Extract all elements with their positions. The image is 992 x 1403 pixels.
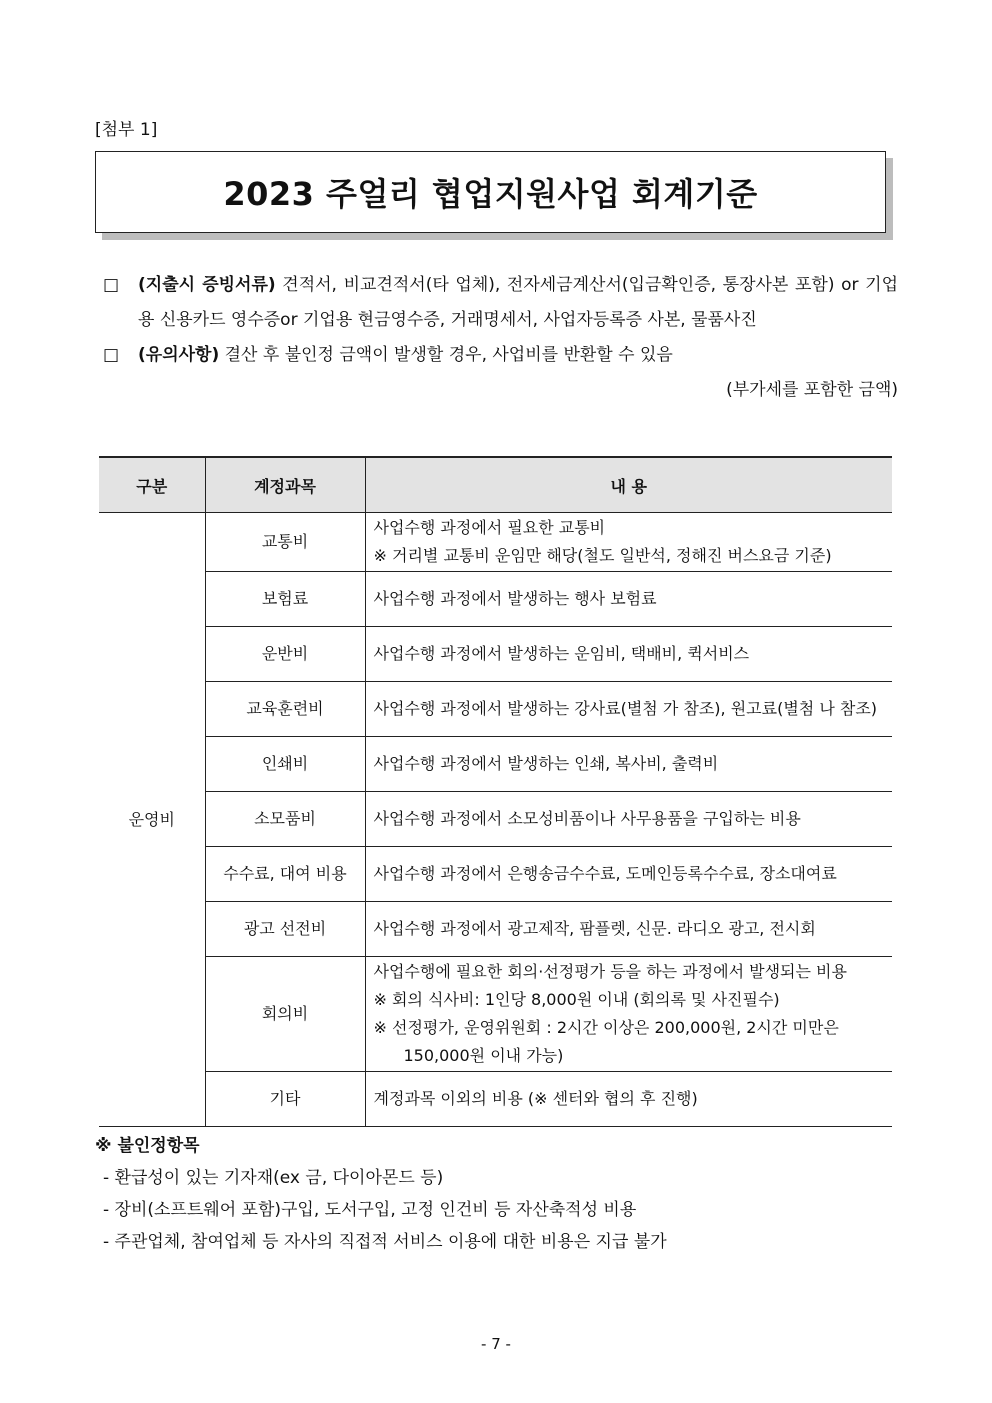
account-cell: 수수료, 대여 비용 xyxy=(205,847,365,902)
account-cell: 교육훈련비 xyxy=(205,682,365,737)
table-row xyxy=(99,627,892,682)
content-cell xyxy=(365,572,892,627)
content-cell xyxy=(365,682,892,737)
page-number: - 7 - xyxy=(481,1335,511,1353)
exclusions-section xyxy=(95,1130,667,1258)
list-item: - 주관업체, 참여업체 등 자사의 직접적 서비스 이용에 대한 비용은 지급 불가 xyxy=(103,1232,667,1252)
account-cell: 소모품비 xyxy=(205,792,365,847)
table-row xyxy=(99,513,892,572)
account-cell: 인쇄비 xyxy=(205,737,365,792)
checkbox-bullet: □ xyxy=(103,345,120,365)
table-row xyxy=(99,1072,892,1127)
checkbox-bullet: □ xyxy=(103,275,120,295)
content-line: 사업수행 과정에서 발생하는 인쇄, 복사비, 출력비 xyxy=(373,754,719,773)
account-cell: 운반비 xyxy=(205,627,365,682)
content-line: 사업수행 과정에서 은행송금수수료, 도메인등록수수료, 장소대여료 xyxy=(373,864,837,883)
content-cell xyxy=(365,1072,892,1127)
content-line: 사업수행 과정에서 필요한 교통비 xyxy=(373,518,606,537)
accounting-table xyxy=(99,456,892,1127)
content-line: 사업수행에 필요한 회의·선정평가 등을 하는 과정에서 발생되는 비용 xyxy=(373,962,847,981)
note-text: 결산 후 불인정 금액이 발생할 경우, 사업비를 반환할 수 있음 xyxy=(219,345,673,365)
note-heading: (유의사항) xyxy=(138,345,220,365)
content-line: ※ 회의 식사비: 1인당 8,000원 이내 (회의록 및 사진필수) xyxy=(373,990,780,1009)
category-cell: 운영비 xyxy=(99,513,205,1127)
account-cell: 교통비 xyxy=(205,513,365,572)
content-line: ※ 거리별 교통비 운임만 해당(철도 일반석, 정해진 버스요금 기준) xyxy=(373,546,832,565)
account-cell: 기타 xyxy=(205,1072,365,1127)
header-content: 내 용 xyxy=(365,457,892,513)
exclusions-heading: ※ 불인정항목 xyxy=(95,1136,200,1156)
note-caution xyxy=(103,338,898,373)
content-cell xyxy=(365,847,892,902)
table-header-row xyxy=(99,457,892,513)
content-cell xyxy=(365,627,892,682)
table-row xyxy=(99,572,892,627)
list-item: - 환급성이 있는 기자재(ex 금, 다이아몬드 등) xyxy=(103,1168,444,1188)
header-category: 구분 xyxy=(99,457,205,513)
content-line: ※ 선정평가, 운영위원회 : 2시간 이상은 200,000원, 2시간 미만은 xyxy=(373,1018,839,1037)
content-line: 계정과목 이외의 비용 (※ 센터와 협의 후 진행) xyxy=(373,1089,698,1108)
content-line: 사업수행 과정에서 발생하는 강사료(별첨 가 참조), 원고료(별첨 나 참조) xyxy=(373,699,878,718)
document-title: 2023 주얼리 협업지원사업 회계기준 xyxy=(223,175,758,213)
content-cell xyxy=(365,957,892,1072)
table-row xyxy=(99,682,892,737)
table-row xyxy=(99,902,892,957)
content-line: 사업수행 과정에서 소모성비품이나 사무용품을 구입하는 비용 xyxy=(373,809,801,828)
table-row xyxy=(99,847,892,902)
account-cell: 보험료 xyxy=(205,572,365,627)
account-cell: 광고 선전비 xyxy=(205,902,365,957)
content-cell xyxy=(365,902,892,957)
note-heading: (지출시 증빙서류) xyxy=(138,275,276,295)
vat-note: (부가세를 포함한 금액) xyxy=(726,380,898,400)
content-line: 사업수행 과정에서 발생하는 운임비, 택배비, 퀵서비스 xyxy=(373,644,750,663)
content-cell xyxy=(365,737,892,792)
content-line: 150,000원 이내 가능) xyxy=(403,1046,564,1065)
content-cell xyxy=(365,792,892,847)
account-cell: 회의비 xyxy=(205,957,365,1072)
header-account: 계정과목 xyxy=(205,457,365,513)
content-line: 사업수행 과정에서 발생하는 행사 보험료 xyxy=(373,589,657,608)
content-line: 사업수행 과정에서 광고제작, 팜플렛, 신문. 라디오 광고, 전시회 xyxy=(373,919,816,938)
attachment-label: [첨부 1] xyxy=(95,120,158,140)
content-cell xyxy=(365,513,892,572)
note-evidence xyxy=(103,268,898,338)
note-text: 견적서, 비교견적서(타 업체), 전자세금계산서(입금확인증, 통장사본 포함) or 기업용 신용카드 영수증or 기업용 현금영수증, 거래명세서, 사업자등록증 사본, 물품사진 xyxy=(138,275,898,330)
notes-section xyxy=(103,268,898,408)
list-item: - 장비(소프트웨어 포함)구입, 도서구입, 고정 인건비 등 자산축적성 비용 xyxy=(103,1200,637,1220)
table-row xyxy=(99,792,892,847)
table-row xyxy=(99,957,892,1072)
title-box xyxy=(95,151,886,233)
table-row xyxy=(99,737,892,792)
